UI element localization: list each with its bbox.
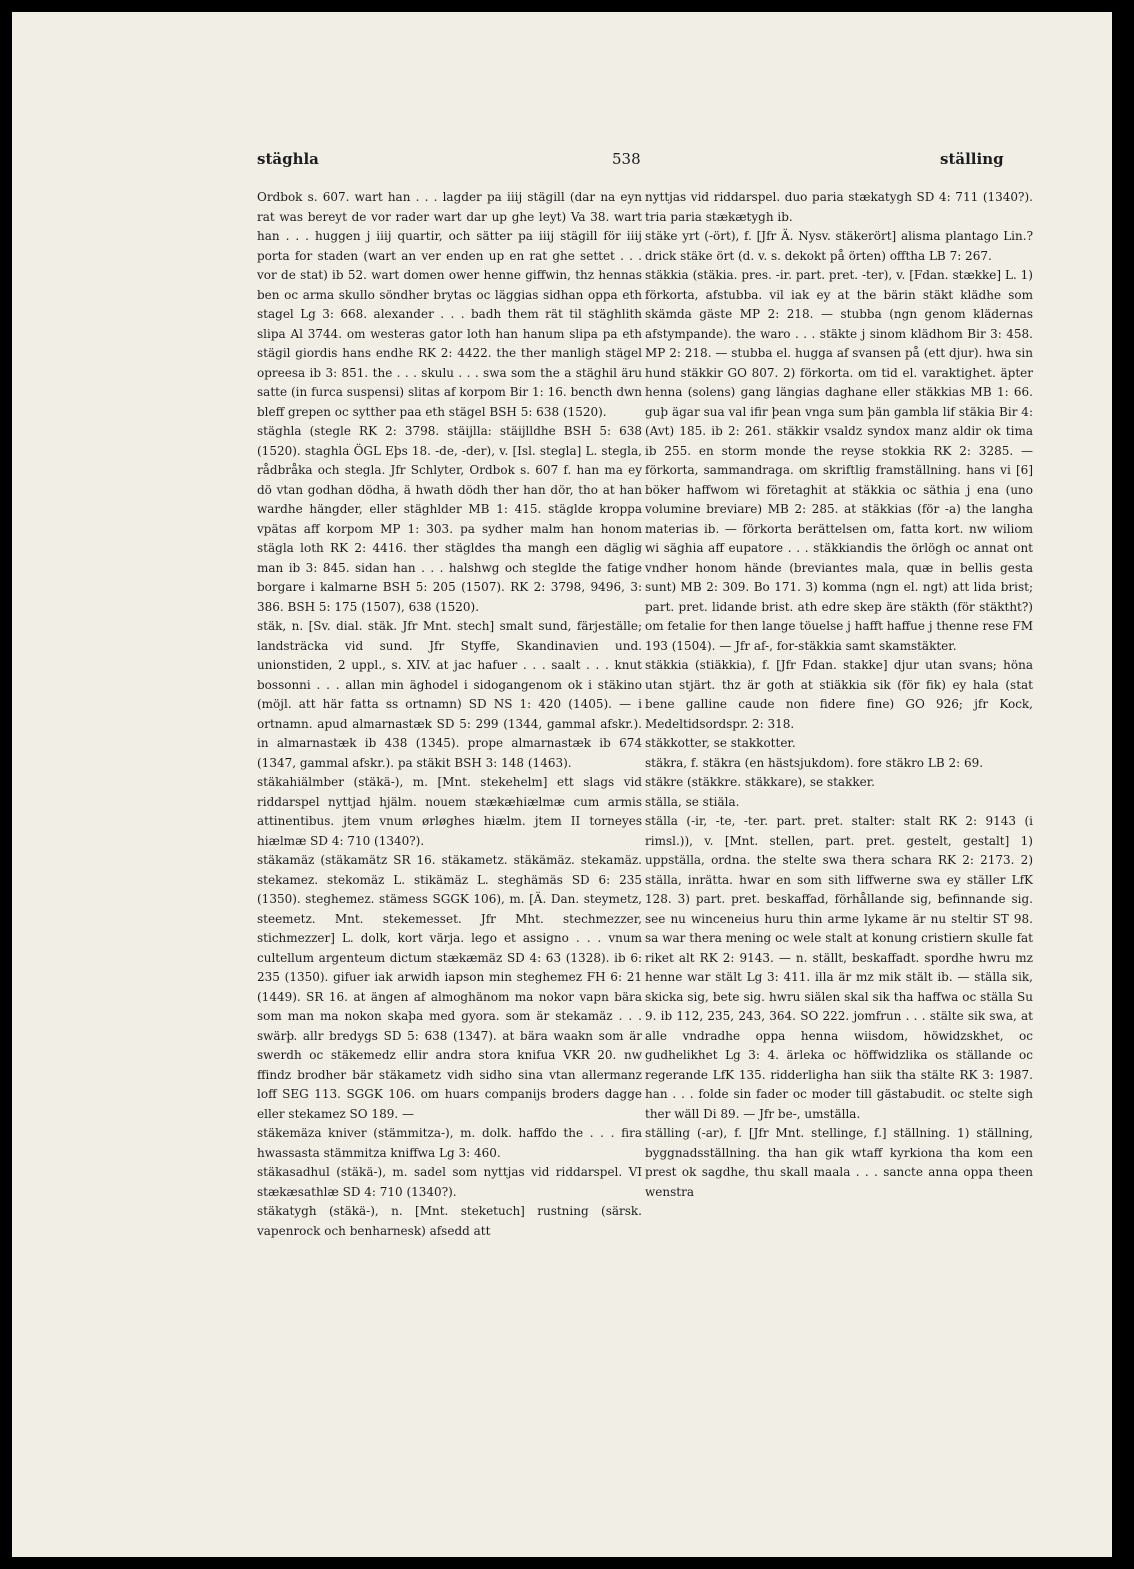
dictionary-entry: stäkre (stäkkre. stäkkare), se stakker. <box>645 775 875 789</box>
right-column <box>645 188 1033 1518</box>
dictionary-page <box>12 12 1112 1557</box>
dictionary-entry: stäkra, f. stäkra (en hästsjukdom). fore stäkro LB 2: 69. <box>645 755 984 770</box>
dictionary-entry: stäkatygh (stäkä-), n. [Mnt. steketuch] rustning (särsk. vapenrock och benharnesk) afsedd att <box>257 1204 642 1238</box>
dictionary-entry: Ordbok s. 607. wart han . . . lagder pa iiij stägill (dar na eyn rat was bereyt de vor rader wart dar up ghe leyt) Va 38. wart han . . . huggen j iiij quartir, och sätter pa iiij stägill för iiij porta for staden (wart an ver enden up en rat ghe settet . . . vor de stat) ib 52. wart domen ower henne giffwin, thz hennas ben oc arma skullo söndher brytas oc läggias sidhan oppa eth stagel Lg 3: 668. alexander . . . badh them rät til stäghlith slipa Al 3744. om westeras gator loth han hanum slipa pa eth stägil giordis hans endhe RK 2: 4422. the ther manligh stägel opreesa ib 3: 851. the . . . skulu . . . swa som the a stäghil äru satte (in furca suspensi) slitas af korpom Bir 1: 16. bencth dwn bleff grepen oc sytther paa eth stägel BSH 5: 638 (1520). <box>257 190 642 419</box>
dictionary-entry: stäkasadhul (stäkä-), m. sadel som nyttjas vid riddarspel. VI stækæsathlæ SD 4: 710 (1340?). <box>257 1165 642 1199</box>
dictionary-entry: ställing (-ar), f. [Jfr Mnt. stellinge, f.] ställning. 1) ställning, byggnadsställning. tha han gik wtaff kyrkiona tha kom een prest ok sagdhe, thu skall maala . . . sancte anna oppa theen wenstra <box>645 1126 1033 1199</box>
dictionary-entry: stäk, n. [Sv. dial. stäk. Jfr Mnt. stech] smalt sund, färjeställe; landsträcka vid sund. Jfr Styffe, Skandinavien und. unionstiden, 2 uppl., s. XIV. at jac hafuer . . . saalt . . . knut bossonni . . . allan min äghodel i sidogangenom ok i stäkino (möjl. att här fatta ss ortnamn) SD NS 1: 420 (1405). — i ortnamn. apud almarnastæk SD 5: 299 (1344, gammal afskr.). in almarnastæk ib 438 (1345). prope almarnastæk ib 674 (1347, gammal afskr.). pa stäkit BSH 3: 148 (1463). <box>257 619 642 770</box>
dictionary-entry: stäkamäz (stäkamätz SR 16. stäkametz. stäkämäz. stekamäz. stekamez. stekomäz L. stikämäz L. steghämäs SD 6: 235 (1350). steghemez. stämess SGGK 106), m. [Ä. Dan. steymetz, steemetz. Mnt. stekemesset. Jfr Mht. stechmezzer, stichmezzer] L. dolk, kort värja. lego et assigno . . . vnum cultellum argenteum dictum stækæmäz SD 4: 63 (1328). ib 6: 235 (1350). gifuer iak arwidh iapson min steghemez FH 6: 21 (1449). SR 16. at ängen af almoghänom ma nokor vapn bära som man ma nokon skaþa med gyora. som är stekamäz . . . swärþ. allr bredygs SD 5: 638 (1347). at bära waakn som är swerdh oc stäkemedz ellir andra stora knifua VKR 20. nw ffindz brodher bär stäkametz vidh sidho sina vtan allermanz loff SEG 113. SGGK 106. om huars companijs broders dagge eller stekamez SO 189. — <box>257 853 642 1121</box>
dictionary-entry: stäkkotter, se stakkotter. <box>645 736 796 750</box>
page-number: 538 <box>612 150 641 168</box>
dictionary-entry: stäghla (stegle RK 2: 3798. stäijlla: stäijlldhe BSH 5: 638 (1520). staghla ÖGL Eþs 18. -de, -der), v. [Isl. stegla] L. stegla, rådbråka och stegla. Jfr Schlyter, Ordbok s. 607 f. han ma ey dö vtan godhan dödha, ä hwath dödh ther han dör, tho at han wardhe hängder, eller stäghlder MB 1: 415. stäglde kroppa vpätas aff korpom MP 1: 303. pa sydher malm han honom stägla loth RK 2: 4416. ther stägldes tha mangh een däglig man ib 3: 845. sidan han . . . halshwg och steglde the fatige borgare i kalmarne BSH 5: 205 (1507). RK 2: 3798, 9496, 3: 386. BSH 5: 175 (1507), 638 (1520). <box>257 424 642 614</box>
left-column <box>257 188 642 1518</box>
dictionary-entry: ställa, se stiäla. <box>645 794 740 809</box>
dictionary-entry: stäke yrt (-ört), f. [Jfr Ä. Nysv. stäkerört] alisma plantago Lin.? drick stäke ört (d. v. s. dekokt på örten) offtha LB 7: 267. <box>645 229 1033 263</box>
dictionary-entry: stäkkia (stäkia. pres. -ir. part. pret. -ter), v. [Fdan. stække] L. 1) förkorta, afstubba. vil iak ey at the bärin stäkt klädhe som skämda gäste MP 2: 218. — stubba (ngn genom klädernas afstympande). the waro . . . stäkte j sinom klädhom Bir 3: 458. MP 2: 218. — stubba el. hugga af svansen på (ett djur). hwa sin hund stäkkir GO 807. 2) förkorta. om tid el. varaktighet. äpter henna (solens) gang längias daghane eller stäkkias MB 1: 66. guþ ägar sua val ifir þean vnga sum þän gambla lif stäkia Bir 4: (Avt) 185. ib 2: 261. stäkkir vsaldz syndox manz aldir ok tima ib 255. en storm monde the reyse stokkia RK 2: 3285. — förkorta, sammandraga. om skriftlig framställning. hans vi [6] böker haffwom wi företaghit at stäkkia oc säthia j ena (uno volumine breviare) MB 2: 285. at stäkkias (för -a) the langha materias ib. — förkorta berättelsen om, fatta kort. nw wiliom wi säghia aff eupatore . . . stäkkiandis the örlögh oc annat ont vndher honom hände (breviantes mala, quæ in bellis gesta sunt) MB 2: 309. Bo 171. 3) komma (ngn el. ngt) att lida brist; part. pret. lidande brist. ath edre skep äre stäkth (för stäktht?) om fetalie for then lange töuelse j hafft haffue j thenne rese FM 193 (1504). — Jfr af-, for-stäkkia samt skamstäkter. <box>645 268 1033 653</box>
header-right-guide-word: ställing <box>940 150 1004 168</box>
header-left-guide-word: stäghla <box>257 150 319 168</box>
dictionary-entry: stäkemäza kniver (stämmitza-), m. dolk. haffdo the . . . fira hwassasta stämmitza kniffwa Lg 3: 460. <box>257 1126 642 1160</box>
dictionary-entry: nyttjas vid riddarspel. duo paria stækatygh SD 4: 711 (1340?). tria paria stækætygh ib. <box>645 190 1033 224</box>
dictionary-entry: stäkkia (stiäkkia), f. [Jfr Fdan. stakke] djur utan svans; höna utan stjärt. thz är goth at stiäkkia sik (för fik) ey hala (stat bene galline caude non fidere fine) GO 926; jfr Kock, Medeltidsordspr. 2: 318. <box>645 658 1033 731</box>
dictionary-entry: stäkahiälmber (stäkä-), m. [Mnt. stekehelm] ett slags vid riddarspel nyttjad hjälm. nouem stækæhiælmæ cum armis attinentibus. jtem vnum ørløghes hiælm. jtem II torneyes hiælmæ SD 4: 710 (1340?). <box>257 775 642 848</box>
dictionary-entry: ställa (-ir, -te, -ter. part. pret. stalter: stalt RK 2: 9143 (i rimsl.)), v. [Mnt. stellen, part. pret. gestelt, gestalt] 1) uppställa, ordna. the stelte swa thera schara RK 2: 2173. 2) ställa, inrätta. hwar en som sith liffwerne swa ey ställer LfK 128. 3) part. pret. beskaffad, förhållande sig, befinnande sig. see nu winceneius huru thin arme lykame är nu steltir ST 98. sa war thera mening oc wele stalt at konung cristiern skulle fat riket alt RK 2: 9143. — n. ställt, beskaffadt. spordhe hwru mz henne war stält Lg 3: 411. illa är mz mik stält ib. — ställa sik, skicka sig, bete sig. hwru siälen skal sik tha haffwa oc ställa Su 9. ib 112, 235, 243, 364. SO 222. jomfrun . . . stälte sik swa, at alle vndradhe oppa henna wiisdom, höwidzskhet, oc gudhelikhet Lg 3: 4. ärleka oc höffwidzlika os ställande oc regerande LfK 135. ridderligha han siik tha stälte RK 3: 1987. han . . . folde sin fader oc moder till gästabudit. oc stelte sigh ther wäll Di 89. — Jfr be-, umställa. <box>645 814 1033 1121</box>
